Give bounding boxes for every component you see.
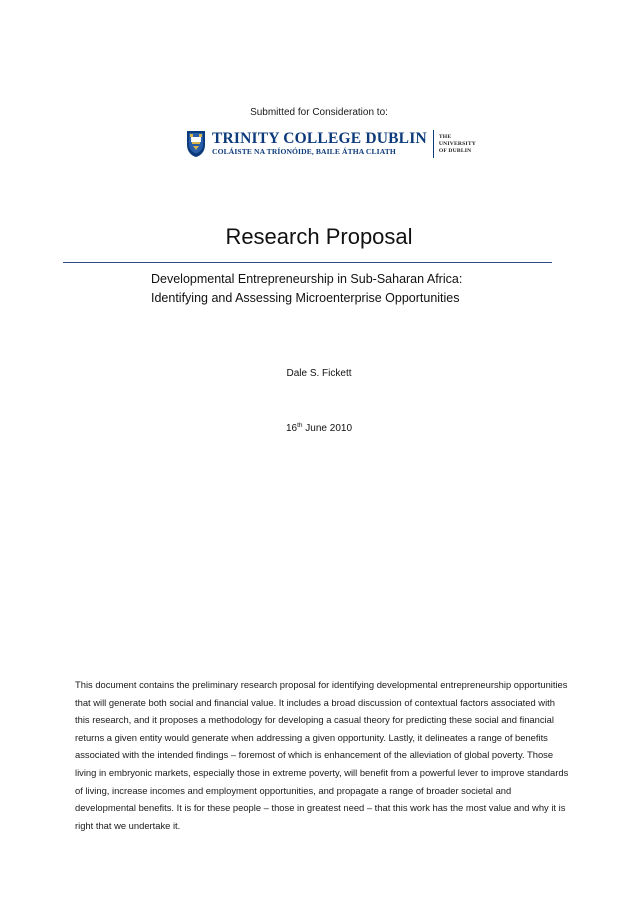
date-day: 16 xyxy=(285,423,298,434)
author-name: Dale S. Fickett xyxy=(286,368,352,379)
subtitle-line-1: Developmental Entrepreneurship in Sub-Saharan Africa: xyxy=(151,272,463,286)
trinity-college-logo xyxy=(186,127,476,161)
subtitle-line-2: Identifying and Assessing Microenterprise Opportunities xyxy=(151,291,460,305)
logo-name: TRINITY COLLEGE DUBLIN xyxy=(212,130,427,147)
abstract-paragraph: This document contains the preliminary research proposal for identifying developmental entrepreneurship opportunities that will generate both social and financial value. It includes a broad discussion of contextual factors associated with this research, and it proposes a methodology for developing a casual theory for predicting these social and financial returns a given entity would generate when addressing a given opportunity. Lastly, it delineates a range of benefits associated with the intended findings – foremost of which is enhancement of the alleviation of global poverty. Those living in embryonic markets, especially those in extreme poverty, will benefit from a powerful lever to improve standards of living, increase incomes and employment opportunities, and propagate a range of broader societal and developmental benefits. It is for these people – those in greatest need – that this work has the most value and why it is right that we undertake it. xyxy=(75,679,569,831)
date-rest: June 2010 xyxy=(302,423,353,434)
logo-divider xyxy=(433,130,434,158)
logo-irish-name: COLÁISTE NA TRÍONÓIDE, BAILE ÁTHA CLIATH xyxy=(212,147,396,156)
document-date xyxy=(0,423,638,434)
submitted-label: Submitted for Consideration to: xyxy=(250,107,388,118)
title-rule xyxy=(63,262,552,263)
crest-icon xyxy=(186,130,206,158)
logo-university: THE UNIVERSITY OF DUBLIN xyxy=(438,133,476,154)
document-subtitle xyxy=(151,270,551,308)
document-title: Research Proposal xyxy=(225,224,413,249)
date-suffix: th xyxy=(297,422,303,429)
